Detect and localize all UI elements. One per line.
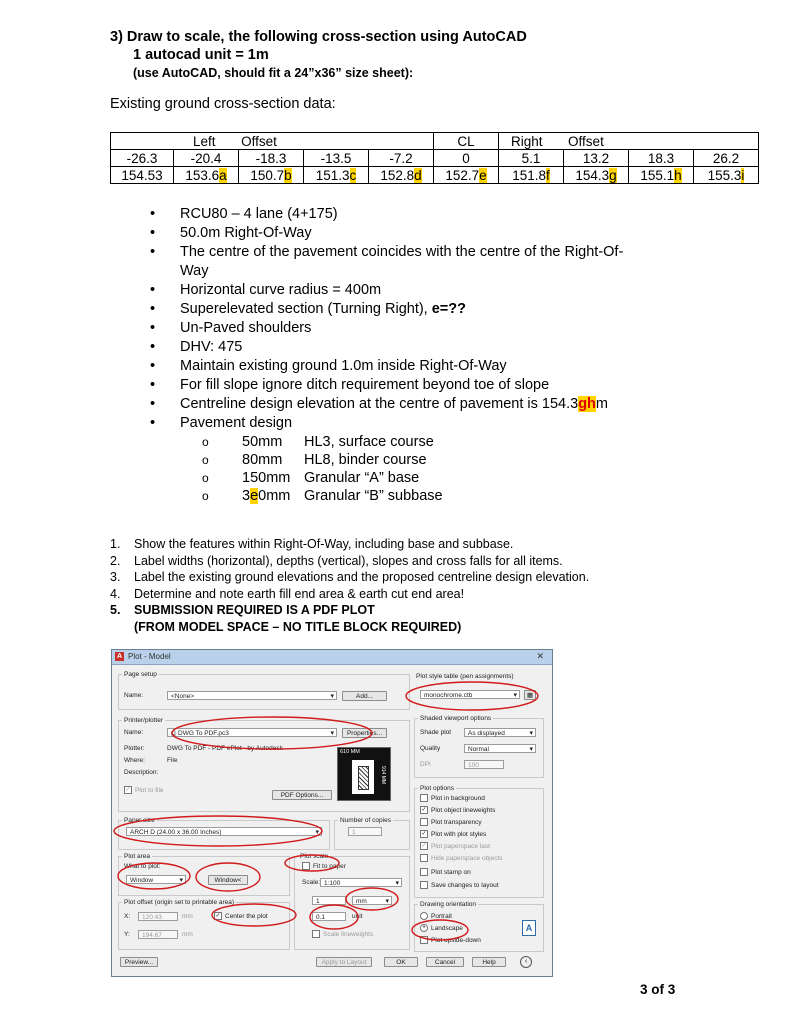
- task-number: 3.: [110, 570, 121, 584]
- criteria-item: [150, 205, 650, 224]
- plot-to-file-checkbox[interactable]: ✓ Plot to file: [125, 787, 164, 794]
- cl-header: CL: [434, 133, 499, 150]
- y-offset-input[interactable]: 194.67: [138, 930, 178, 939]
- plot-stamp-checkbox[interactable]: [420, 868, 471, 877]
- elevation-variable: c: [349, 167, 357, 183]
- pavement-layer: [180, 469, 650, 487]
- left-offset-label: Offset: [241, 133, 277, 149]
- upside-down-checkbox[interactable]: [420, 936, 481, 945]
- close-icon[interactable]: ✕: [536, 651, 544, 661]
- pavement-layer: [180, 433, 650, 451]
- dialog-titlebar: [112, 650, 552, 665]
- elevation-value: 153.6: [185, 167, 220, 183]
- help-button[interactable]: Help: [472, 957, 506, 967]
- heading-line-2: 1 autocad unit = 1m: [133, 47, 269, 63]
- plot-scale-label: Plot scale: [300, 853, 329, 860]
- elevation-value: 155.3: [707, 167, 742, 183]
- pavement-layer: [180, 487, 650, 505]
- elevation-value: 151.8: [512, 167, 547, 183]
- elevation-cell: [304, 167, 369, 184]
- design-criteria-list: [150, 205, 650, 505]
- elevation-value: 154.53: [121, 167, 163, 183]
- table-header-row: [111, 133, 759, 150]
- what-to-plot-label: What to plot:: [124, 863, 161, 870]
- criteria-text: 50.0m Right-Of-Way: [180, 225, 312, 241]
- fit-to-paper-checkbox[interactable]: [302, 862, 346, 871]
- right-offset-label: Offset: [568, 133, 604, 149]
- elevation-unit: m: [595, 396, 609, 412]
- elevation-value: 151.3: [315, 167, 350, 183]
- task-number: 4.: [110, 586, 121, 601]
- plot-offset-group: [118, 902, 290, 950]
- page-number: 3 of 3: [640, 982, 676, 997]
- properties-button[interactable]: Properties...: [342, 728, 387, 738]
- elevation-cell: [111, 167, 174, 184]
- plot-styles-label: Plot with plot styles: [431, 831, 487, 838]
- autocad-icon: A: [116, 653, 123, 660]
- criteria-item: [150, 414, 650, 505]
- paper-size-label: Paper size: [124, 817, 155, 824]
- copies-input[interactable]: 1: [348, 827, 382, 836]
- task-item: [110, 602, 589, 619]
- edit-icon: ▦: [526, 692, 534, 699]
- elevation-cell: [564, 167, 629, 184]
- quality-select[interactable]: Normal ▾: [464, 744, 536, 753]
- criteria-item: [150, 376, 650, 395]
- heading-line-3: (use AutoCAD, should fit a 24”x36” size sheet):: [133, 66, 414, 80]
- shade-plot-select[interactable]: As displayed ▾: [464, 728, 536, 737]
- plot-lineweights-checkbox[interactable]: ✓ Plot object lineweights: [421, 807, 496, 814]
- plot-transparency-label: Plot transparency: [431, 819, 482, 826]
- plot-offset-label: Plot offset (origin set to printable area): [124, 899, 235, 906]
- offset-cell: 13.2: [564, 150, 629, 167]
- elevation-variable: g: [609, 167, 617, 183]
- right-offset-header: [499, 133, 759, 150]
- criteria-text: Horizontal curve radius = 400m: [180, 282, 382, 298]
- elevation-cell: [174, 167, 239, 184]
- plot-to-file-label: Plot to file: [135, 787, 164, 794]
- hide-paperspace-checkbox[interactable]: [420, 854, 503, 863]
- offset-cell: -13.5: [304, 150, 369, 167]
- elevation-variable: f: [546, 167, 550, 183]
- pavement-layer: [180, 451, 650, 469]
- task-item: [110, 569, 589, 586]
- dpi-label: DPI: [420, 761, 431, 768]
- elevation-variable: gh: [578, 396, 596, 412]
- fit-to-paper-label: Fit to paper: [313, 863, 346, 870]
- offset-cell: -7.2: [369, 150, 434, 167]
- center-plot-checkbox[interactable]: ✓ Center the plot: [215, 913, 268, 920]
- offset-cell: -26.3: [111, 150, 174, 167]
- criteria-text: Superelevated section (Turning Right),: [180, 301, 432, 317]
- x-offset-input[interactable]: 120.43: [138, 912, 178, 921]
- add-button[interactable]: Add...: [342, 691, 387, 701]
- window-button[interactable]: Window<: [208, 875, 248, 885]
- criteria-item: [150, 319, 650, 338]
- portrait-label: Portrait: [431, 913, 452, 920]
- plot-styles-checkbox[interactable]: ✓ Plot with plot styles: [421, 831, 487, 838]
- pdf-options-button[interactable]: PDF Options...: [272, 790, 332, 800]
- copies-label: Number of copies: [340, 817, 391, 824]
- plot-style-table-label: Plot style table (pen assignments): [416, 673, 514, 680]
- plot-area-label: Plot area: [124, 853, 151, 860]
- task-item: [110, 586, 589, 603]
- pavement-description: HL3, surface course: [304, 434, 434, 450]
- elevation-variable: i: [741, 167, 745, 183]
- x-label: X:: [124, 913, 131, 920]
- question-heading: [110, 28, 527, 82]
- superelevation-unknown: e=??: [431, 301, 466, 317]
- cancel-button[interactable]: Cancel: [426, 957, 464, 967]
- task-item: [110, 553, 589, 570]
- printer-label: Printer/plotter: [124, 717, 164, 724]
- pavement-description: Granular “A” base: [304, 470, 420, 486]
- pavement-thickness: [242, 487, 290, 505]
- center-plot-label: Center the plot: [225, 913, 268, 920]
- scale-label: Scale:: [302, 879, 321, 886]
- scale-denominator-input[interactable]: 0.1: [312, 912, 346, 921]
- plot-dialog: [111, 649, 553, 977]
- criteria-item: [150, 357, 650, 376]
- task-number: 5.: [110, 603, 121, 617]
- scale-unit-label: unit: [352, 913, 363, 920]
- elevation-cell: [369, 167, 434, 184]
- elevation-value: 150.7: [250, 167, 285, 183]
- task-number: 1.: [110, 537, 121, 551]
- elevation-cell: [629, 167, 694, 184]
- preview-width: 610 MM: [340, 749, 360, 755]
- thickness-prefix: 3: [242, 488, 251, 504]
- task-text: Label widths (horizontal), depths (vertical), slopes and cross falls for all items.: [134, 553, 563, 568]
- criteria-text: The centre of the pavement coincides with the centre of the Right-Of-Way: [180, 244, 624, 279]
- y-label: Y:: [124, 931, 130, 938]
- criteria-text: DHV: 475: [180, 339, 243, 355]
- task-list: [110, 536, 589, 635]
- pavement-description: HL8, binder course: [304, 452, 427, 468]
- offset-cell: 5.1: [499, 150, 564, 167]
- upside-down-label: Plot upside-down: [431, 937, 481, 944]
- orientation-label: Drawing orientation: [420, 901, 477, 908]
- criteria-text: Maintain existing ground 1.0m inside Right-Of-Way: [180, 358, 507, 374]
- task-text: SUBMISSION REQUIRED IS A PDF PLOT: [134, 603, 375, 617]
- shaded-viewport-label: Shaded viewport options: [420, 715, 492, 722]
- plot-lineweights-label: Plot object lineweights: [431, 807, 496, 814]
- what-to-plot-select[interactable]: Window ▾: [126, 875, 186, 884]
- thickness-variable: e: [250, 488, 259, 504]
- task-text: Label the existing ground elevations and the proposed centreline design elevation.: [134, 570, 590, 584]
- page-setup-label: Page setup: [124, 671, 157, 678]
- scale-select[interactable]: 1:100 ▾: [320, 878, 402, 887]
- printer-select[interactable]: [167, 728, 337, 737]
- plot-style-select[interactable]: monochrome.ctb ▾: [420, 690, 520, 699]
- task-item: [110, 536, 589, 553]
- criteria-item: [150, 395, 650, 414]
- landscape-label: Landscape: [431, 925, 463, 932]
- preview-height: 914 MM: [380, 766, 386, 785]
- paperspace-last-label: Plot paperspace last: [431, 843, 490, 850]
- left-label: Left: [193, 133, 216, 149]
- plot-transparency-checkbox[interactable]: [420, 818, 482, 827]
- criteria-item: [150, 300, 650, 319]
- elevation-variable: b: [284, 167, 292, 183]
- elevation-cell: [434, 167, 499, 184]
- paper-preview: [337, 747, 391, 801]
- elevation-row: [111, 167, 759, 184]
- plotter-label: Plotter:: [124, 745, 145, 752]
- where-value: File: [167, 757, 178, 764]
- where-label: Where:: [124, 757, 145, 764]
- existing-ground-label: Existing ground cross-section data:: [110, 96, 336, 112]
- x-unit-label: mm: [182, 913, 193, 920]
- task-text: Show the features within Right-Of-Way, including base and subbase.: [134, 537, 514, 551]
- ok-button[interactable]: OK: [384, 957, 418, 967]
- elevation-cell: [499, 167, 564, 184]
- pavement-layers-list: [180, 433, 650, 505]
- hide-paperspace-label: Hide paperspace objects: [431, 855, 503, 862]
- y-unit-label: mm: [182, 931, 193, 938]
- plotter-value: DWG To PDF - PDF ePlot - by Autodesk: [167, 745, 283, 752]
- task-number: 2.: [110, 553, 121, 568]
- pavement-thickness: 80mm: [242, 452, 283, 468]
- elevation-cell: [694, 167, 759, 184]
- collapse-arrow-icon[interactable]: ‹: [520, 956, 532, 968]
- portrait-radio[interactable]: [420, 912, 452, 921]
- preview-hatch: [358, 766, 369, 790]
- preview-button[interactable]: Preview...: [120, 957, 158, 967]
- task-text: Determine and note earth fill end area & earth cut end area!: [134, 586, 465, 601]
- left-offset-header: [111, 133, 434, 150]
- elevation-variable: d: [414, 167, 422, 183]
- plot-stamp-label: Plot stamp on: [431, 869, 471, 876]
- elevation-variable: h: [674, 167, 682, 183]
- elevation-value: 154.3: [575, 167, 610, 183]
- criteria-item: [150, 243, 650, 281]
- save-changes-label: Save changes to layout: [431, 882, 499, 889]
- paper-size-select[interactable]: ARCH D (24.00 x 36.00 Inches) ▾: [126, 827, 322, 836]
- edit-style-button[interactable]: [524, 690, 536, 700]
- dialog-title: Plot - Model: [128, 652, 171, 661]
- plot-background-label: Plot in background: [431, 795, 485, 802]
- apply-to-layout-button[interactable]: Apply to Layout: [316, 957, 372, 967]
- cross-section-table: [110, 132, 759, 184]
- offset-cell: 18.3: [629, 150, 694, 167]
- offset-row: [111, 150, 759, 167]
- scale-numerator-input[interactable]: 1: [312, 896, 346, 905]
- elevation-value: 152.7: [445, 167, 480, 183]
- save-changes-checkbox[interactable]: [420, 881, 499, 890]
- right-label: Right: [511, 133, 543, 149]
- page-setup-select[interactable]: <None> ▾: [167, 691, 337, 700]
- paperspace-last-checkbox[interactable]: ✓ Plot paperspace last: [421, 843, 490, 850]
- task-text: (FROM MODEL SPACE – NO TITLE BLOCK REQUIRED): [134, 619, 462, 634]
- printer-name-label: Name:: [124, 729, 144, 736]
- offset-cell: 0: [434, 150, 499, 167]
- printer-icon: ⎙: [171, 730, 179, 737]
- criteria-text: Centreline design elevation at the centre of pavement is 154.3: [180, 396, 579, 412]
- quality-label: Quality: [420, 745, 441, 752]
- offset-cell: 26.2: [694, 150, 759, 167]
- elevation-variable: a: [219, 167, 227, 183]
- printer-name-value: DWG To PDF.pc3: [178, 730, 229, 737]
- thickness-rest: 0mm: [258, 488, 291, 504]
- task-item: [110, 619, 589, 636]
- offset-cell: -18.3: [239, 150, 304, 167]
- scale-lineweights-checkbox[interactable]: [312, 930, 373, 939]
- elevation-value: 155.1: [640, 167, 675, 183]
- criteria-item: [150, 338, 650, 357]
- elevation-cell: [239, 167, 304, 184]
- scale-lineweights-label: Scale lineweights: [323, 931, 374, 938]
- shade-plot-label: Shade plot: [420, 729, 452, 736]
- preview-sheet: [352, 760, 374, 794]
- orientation-icon: A: [522, 920, 536, 936]
- pavement-thickness: 150mm: [242, 470, 291, 486]
- pavement-thickness: 50mm: [242, 434, 283, 450]
- elevation-value: 152.8: [380, 167, 415, 183]
- offset-cell: -20.4: [174, 150, 239, 167]
- criteria-item: [150, 224, 650, 243]
- criteria-text: RCU80 – 4 lane (4+175): [180, 206, 338, 222]
- criteria-text: Un-Paved shoulders: [180, 320, 312, 336]
- plot-background-checkbox[interactable]: [420, 794, 485, 803]
- landscape-radio[interactable]: • Landscape: [420, 924, 463, 933]
- heading-line-1: 3) Draw to scale, the following cross-section using AutoCAD: [110, 29, 527, 45]
- description-label: Description:: [124, 769, 159, 776]
- page-setup-name-label: Name:: [124, 692, 144, 699]
- pavement-description: Granular “B” subbase: [304, 488, 443, 504]
- criteria-text: For fill slope ignore ditch requirement beyond toe of slope: [180, 377, 550, 393]
- dpi-input[interactable]: 100: [464, 760, 504, 769]
- criteria-text: Pavement design: [180, 415, 293, 431]
- plot-options-label: Plot options: [420, 785, 454, 792]
- elevation-variable: e: [479, 167, 487, 183]
- criteria-item: [150, 281, 650, 300]
- scale-unit-select[interactable]: mm ▾: [352, 896, 392, 905]
